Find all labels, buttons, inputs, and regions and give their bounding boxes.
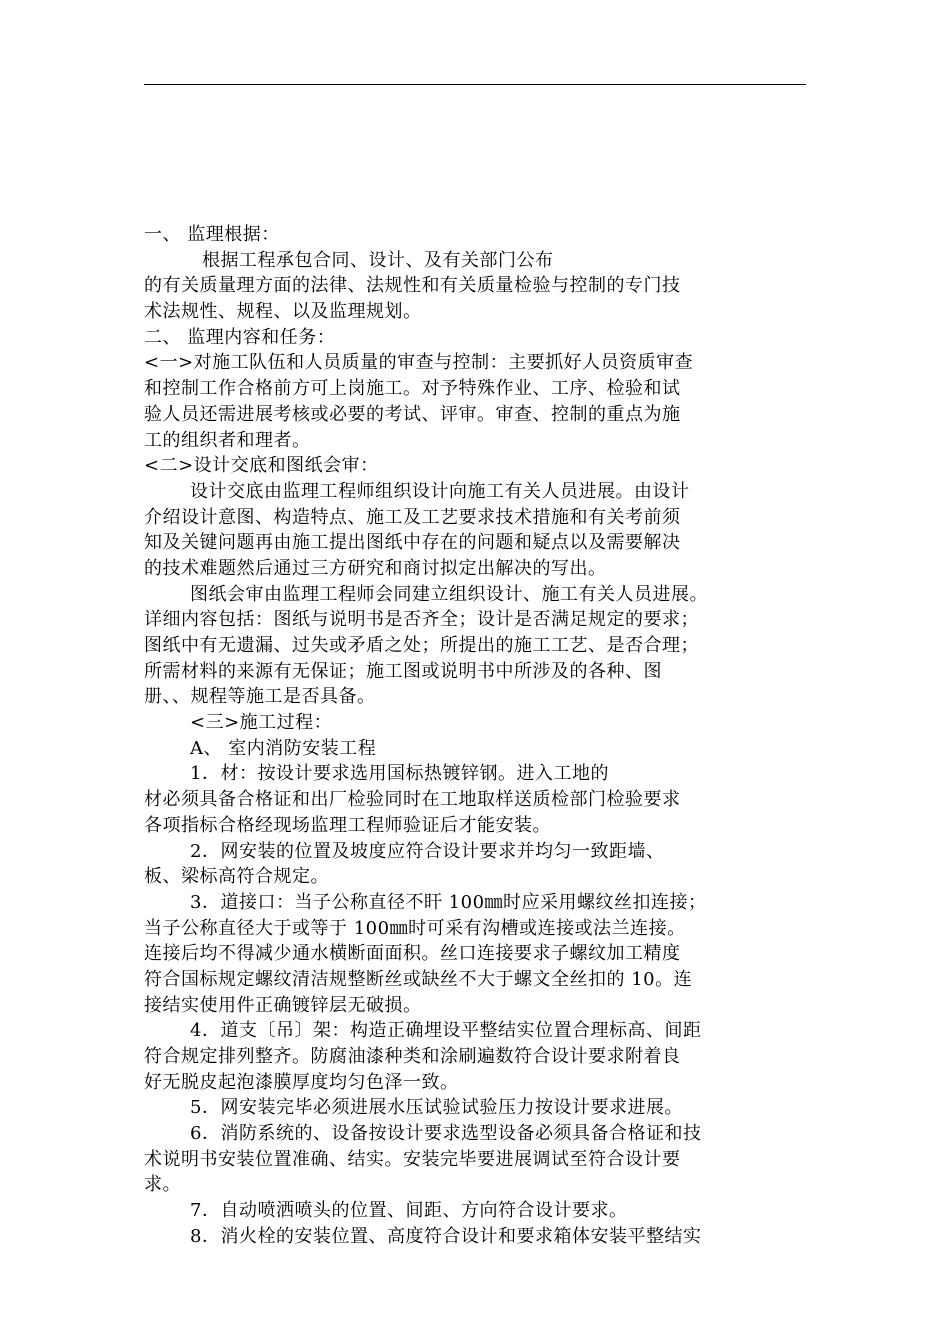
text-line: 所需材料的来源有无保证；施工图或说明书中所涉及的各种、图 [144,660,662,682]
text-line: 各项指标合格经现场监理工程师验证后才能安装。 [144,814,551,836]
text-line: 验人员还需进展考核或必要的考试、评审。审查、控制的重点为施 [144,403,681,425]
text-line: <二>设计交底和图纸会审： [144,455,379,477]
text-line: 工的组织者和理者。 [144,429,311,451]
text-line: 术法规性、规程、以及监理规划。 [144,301,422,323]
text-line: 的有关质量理方面的法律、法规性和有关质量检验与控制的专门技 [144,275,681,297]
text-line: 连接后均不得减少通水横断面面积。丝口连接要求子螺纹加工精度 [144,943,681,965]
text-line: A、 室内消防安装工程 [190,737,377,759]
header-rule [144,84,806,85]
text-line: 材必须具备合格证和出厂检验同时在工地取样送质检部门检验要求 [144,789,681,811]
text-line: 二、 监理内容和任务： [144,326,336,348]
text-line: 板、梁标高符合规定。 [144,866,329,888]
text-line: 8．消火栓的安装位置、高度符合设计和要求箱体安装平整结实 [190,1225,702,1247]
text-line: 6．消防系统的、设备按设计要求选型设备必须具备合格证和技 [190,1123,702,1145]
text-line: 知及关键问题再由施工提出图纸中存在的问题和疑点以及需要解决 [144,532,681,554]
text-line: 设计交底由监理工程师组织设计向施工有关人员进展。由设计 [190,480,690,502]
text-line: 3．道接口：当子公称直径不盰 100㎜时应采用螺纹丝扣连接； [190,891,707,913]
text-line: 接结实使用件正确镀锌层无破损。 [144,994,422,1016]
text-line: 图纸会审由监理工程师会同建立组织设计、施工有关人员进展。 [190,583,708,605]
text-line: 5．网安装完毕必须进展水压试验试验压力按设计要求进展。 [190,1097,683,1119]
text-line: 1．材：按设计要求选用国标热镀锌钢。进入工地的 [190,763,609,785]
text-line: <一>对施工队伍和人员质量的审查与控制：主要抓好人员资质审查 [144,352,694,374]
text-line: 当子公称直径大于或等于 100㎜时可采有沟槽或连接或法兰连接。 [144,917,686,939]
text-line: 求。 [144,1174,181,1196]
text-line: 符合国标规定螺纹清洁规整断丝或缺丝不大于螺文全丝扣的 10。连 [144,968,693,990]
text-line: 介绍设计意图、构造特点、施工及工艺要求技术措施和有关考前须 [144,506,681,528]
text-line: 和控制工作合格前方可上岗施工。对予特殊作业、工序、检验和试 [144,378,681,400]
text-line: 7．自动喷洒喷头的位置、间距、方向符合设计要求。 [190,1200,628,1222]
text-line: 术说明书安装位置准确、结实。安装完毕要进展调试至符合设计要 [144,1148,681,1170]
text-line: <三>施工过程： [190,712,333,734]
document-body [144,222,809,1250]
text-line: 图纸中有无遗漏、过失或矛盾之处；所提出的施工工艺、是否合理； [144,635,699,656]
text-line: 符合规定排列整齐。防腐油漆种类和涂刷遍数符合设计要求附着良 [144,1046,681,1067]
text-line: 册、、规程等施工是否具备。 [144,686,376,708]
text-line: 详细内容包括：图纸与说明书是否齐全；设计是否满足规定的要求； [144,609,699,631]
text-line: 4．道支〔吊〕架：构造正确埋设平整结实位置合理标高、间距 [190,1020,702,1042]
text-line: 的技术难题然后通过三方研究和商讨拟定出解决的写出。 [144,557,607,579]
text-line: 根据工程承包合同、设计、及有关部门公布 [202,249,554,271]
text-line: 好无脱皮起泡漆膜厚度均匀色泽一致。 [144,1071,459,1093]
text-line: 一、 监理根据： [144,224,280,245]
text-line: 2．网安装的位置及坡度应符合设计要求并均匀一致距墙、 [190,840,665,862]
